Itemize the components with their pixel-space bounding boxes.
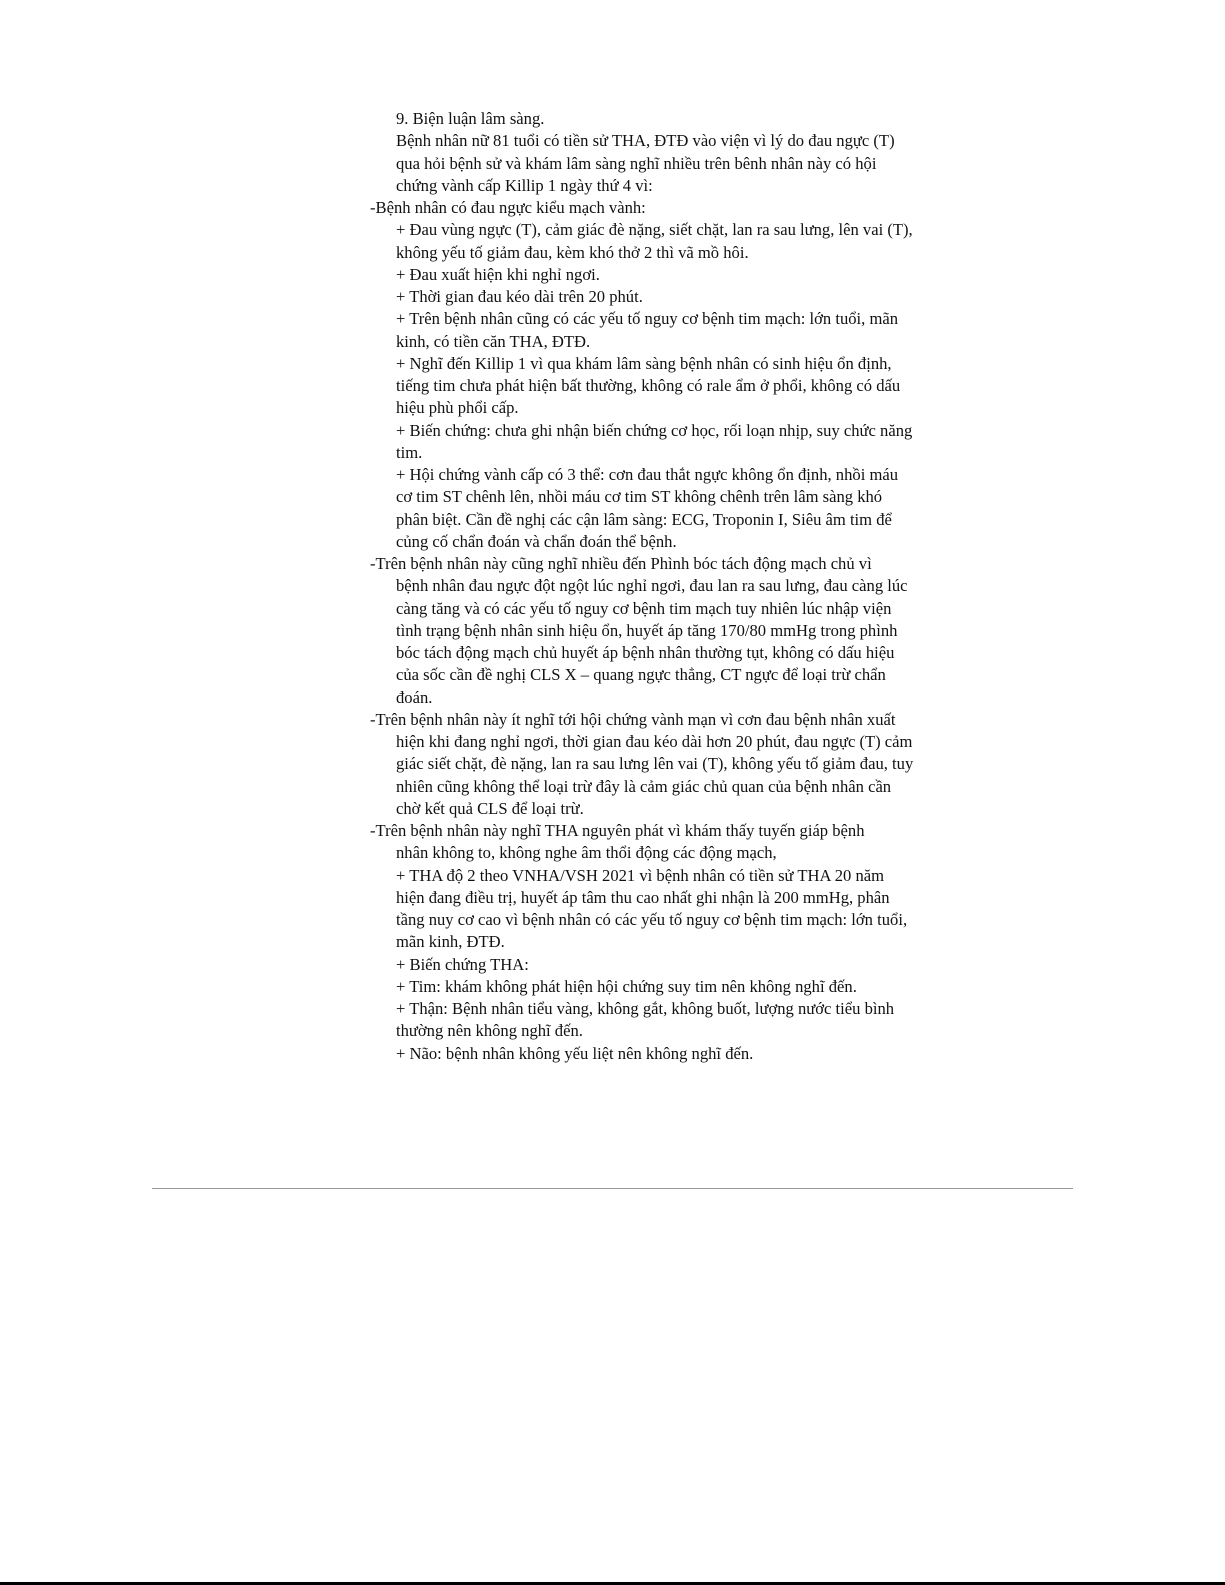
text-line: càng tăng và có các yếu tố nguy cơ bệnh tim mạch tuy nhiên lúc nhập viện <box>396 598 892 618</box>
text-line: phân biệt. Cần đề nghị các cận lâm sàng: ECG, Troponin I, Siêu âm tim để <box>396 509 892 529</box>
text-line: không yếu tố giảm đau, kèm khó thở 2 thì vã mồ hôi. <box>396 242 749 262</box>
text-line: bệnh nhân đau ngực đột ngột lúc nghỉ ngơi, đau lan ra sau lưng, đau càng lúc <box>396 576 908 596</box>
text-line: + Tim: khám không phát hiện hội chứng suy tim nên không nghĩ đến. <box>396 976 857 996</box>
text-line: bóc tách động mạch chủ huyết áp bệnh nhân thường tụt, không có dấu hiệu <box>396 643 895 662</box>
text-line: tiếng tim chưa phát hiện bất thường, không có rale ẩm ở phổi, không có dấu <box>396 376 901 395</box>
text-line: tình trạng bệnh nhân sinh hiệu ổn, huyết áp tăng 170/80 mmHg trong phình <box>396 620 898 640</box>
text-line: + Não: bệnh nhân không yếu liệt nên không nghĩ đến. <box>396 1043 754 1063</box>
text-line: đoán. <box>396 687 433 707</box>
text-line: tim. <box>396 442 423 462</box>
text-line: chờ kết quả CLS để loại trừ. <box>396 798 584 818</box>
text-line: 9. Biện luận lâm sàng. <box>396 109 545 128</box>
text-line: của sốc cần đề nghị CLS X – quang ngực thẳng, CT ngực để loại trừ chẩn <box>396 665 886 685</box>
text-line: hiện đang điều trị, huyết áp tâm thu cao nhất ghi nhận là 200 mmHg, phân <box>396 887 890 907</box>
text-line: hiệu phù phổi cấp. <box>396 398 519 418</box>
text-line: giác siết chặt, đè nặng, lan ra sau lưng lên vai (T), không yếu tố giảm đau, tuy <box>396 754 914 774</box>
text-line: kinh, có tiền căn THA, ĐTĐ. <box>396 331 591 351</box>
text-line: nhân không to, không nghe âm thổi động các động mạch, <box>396 843 777 863</box>
text-line: Bệnh nhân nữ 81 tuổi có tiền sử THA, ĐTĐ vào viện vì lý do đau ngực (T) <box>396 131 895 151</box>
page-break-divider <box>152 1188 1073 1189</box>
text-line: tầng nuy cơ cao vì bệnh nhân có các yếu tố nguy cơ bệnh tim mạch: lớn tuổi, <box>396 910 908 929</box>
text-line: + THA độ 2 theo VNHA/VSH 2021 vì bệnh nhân có tiền sử THA 20 năm <box>396 865 885 885</box>
text-line: -Trên bệnh nhân này cũng nghĩ nhiều đến Phình bóc tách động mạch chủ vì <box>370 554 872 573</box>
document-body <box>370 108 970 1065</box>
text-line: hiện khi đang nghỉ ngơi, thời gian đau kéo dài hơn 20 phút, đau ngực (T) cảm <box>396 732 913 751</box>
text-line: + Trên bệnh nhân cũng có các yếu tố nguy cơ bệnh tim mạch: lớn tuổi, mãn <box>396 309 899 329</box>
text-line: chứng vành cấp Killip 1 ngày thứ 4 vì: <box>396 175 653 195</box>
text-line: + Thời gian đau kéo dài trên 20 phút. <box>396 287 643 306</box>
text-line: -Bệnh nhân có đau ngực kiểu mạch vành: <box>370 198 646 217</box>
text-line: cơ tim ST chênh lên, nhồi máu cơ tim ST không chênh trên lâm sàng khó <box>396 487 883 507</box>
text-line: -Trên bệnh nhân này nghĩ THA nguyên phát vì khám thấy tuyến giáp bệnh <box>370 821 865 840</box>
text-line: + Biến chứng: chưa ghi nhận biến chứng cơ học, rối loạn nhịp, suy chức năng <box>396 420 913 440</box>
text-line: + Đau xuất hiện khi nghỉ ngơi. <box>396 264 600 284</box>
text-line: + Hội chứng vành cấp có 3 thể: cơn đau thắt ngực không ổn định, nhồi máu <box>396 465 899 484</box>
text-line: + Thận: Bệnh nhân tiểu vàng, không gắt, không buốt, lượng nước tiểu bình <box>396 999 895 1018</box>
text-line: qua hỏi bệnh sử và khám lâm sàng nghĩ nhiều trên bênh nhân này có hội <box>396 153 877 173</box>
text-line: thường nên không nghĩ đến. <box>396 1021 583 1041</box>
text-line: + Biến chứng THA: <box>396 954 529 974</box>
text-line: -Trên bệnh nhân này ít nghĩ tới hội chứng vành mạn vì cơn đau bệnh nhân xuất <box>370 709 896 729</box>
text-line: nhiên cũng không thể loại trừ đây là cảm giác chủ quan của bệnh nhân cần <box>396 776 892 796</box>
text-line: + Nghĩ đến Killip 1 vì qua khám lâm sàng bệnh nhân có sinh hiệu ổn định, <box>396 353 892 373</box>
text-line: + Đau vùng ngực (T), cảm giác đè nặng, siết chặt, lan ra sau lưng, lên vai (T), <box>396 220 913 240</box>
text-line: củng cố chẩn đoán và chẩn đoán thể bệnh. <box>396 531 677 551</box>
text-line: mãn kinh, ĐTĐ. <box>396 932 505 952</box>
